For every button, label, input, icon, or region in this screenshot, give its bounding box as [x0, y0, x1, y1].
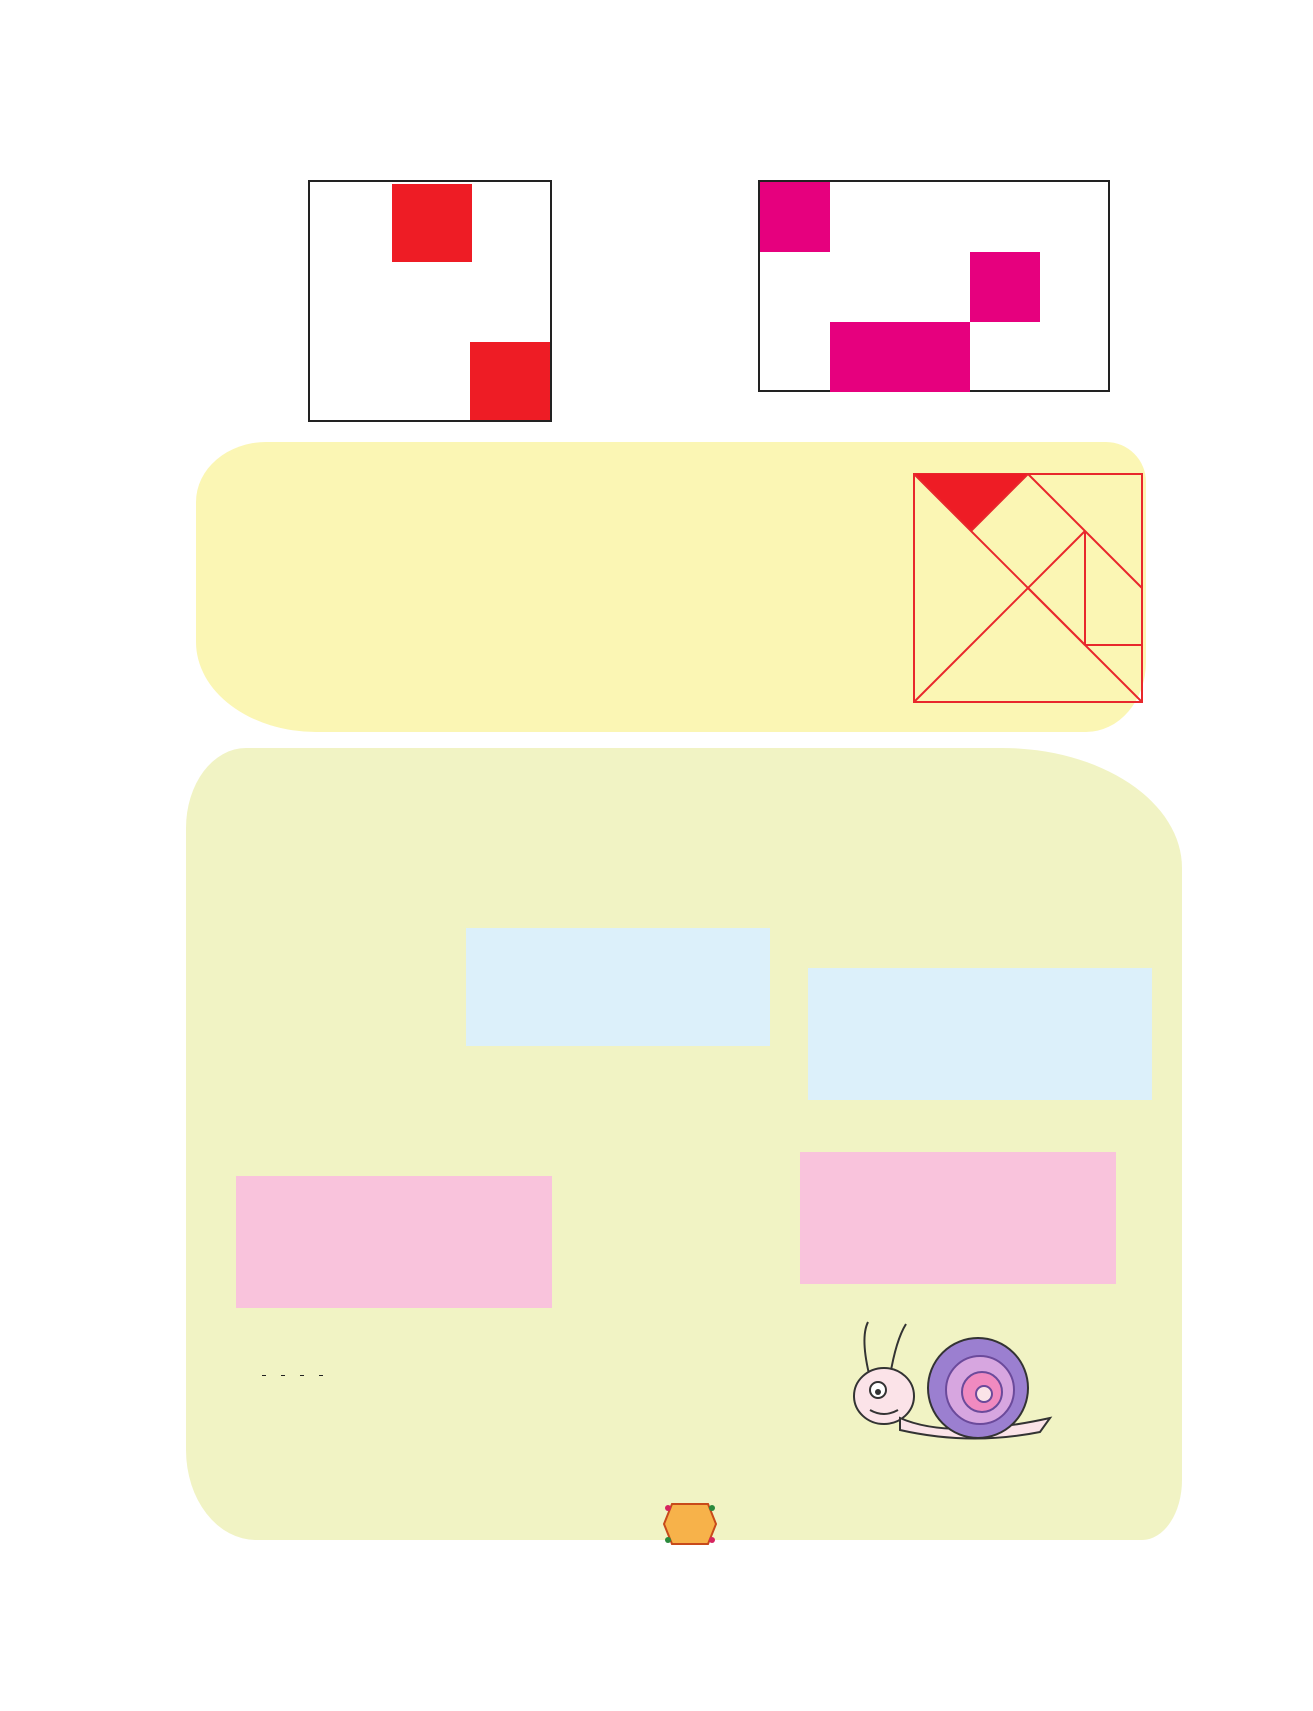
question-kha-text [295, 465, 905, 483]
fraction-3 [300, 1375, 304, 1376]
fraction-2 [281, 1375, 285, 1376]
circle-1-description-box [466, 928, 770, 1046]
left-border-decoration [100, 120, 150, 1588]
fraction-2-numerator [281, 1375, 285, 1376]
figure-4-magenta-right [970, 252, 1040, 322]
circle-1 [568, 760, 722, 912]
tangram-figure [912, 472, 1144, 704]
figure-3-red-square-bottom [470, 342, 550, 420]
circle-3 [284, 1008, 438, 1160]
page-number-badge [662, 1498, 718, 1550]
fraction-4 [319, 1375, 323, 1376]
circle-4 [626, 1136, 780, 1288]
fraction-1 [262, 1375, 266, 1376]
circle-4-answer-box [800, 1152, 1116, 1284]
figure-4-magenta-bottom [830, 322, 970, 392]
fraction-4-numerator [319, 1375, 323, 1376]
fraction-conclusion [258, 1362, 327, 1388]
circle-2 [940, 804, 1094, 956]
fraction-3-numerator [300, 1375, 304, 1376]
fraction-1-numerator [262, 1375, 266, 1376]
figure-3-red-square-top [392, 184, 472, 262]
top-border-decoration [100, 70, 1313, 120]
figure-4-magenta-top-left [760, 182, 830, 252]
circle-2-description-box [808, 968, 1152, 1100]
figure-3-rectangle [308, 180, 552, 422]
figure-4-rectangle [758, 180, 1110, 392]
tangram-red-triangle [914, 474, 1028, 531]
snail-illustration [850, 1318, 1064, 1458]
bottom-border-decoration [100, 1588, 1313, 1638]
circle-3-answer-box [236, 1176, 552, 1308]
